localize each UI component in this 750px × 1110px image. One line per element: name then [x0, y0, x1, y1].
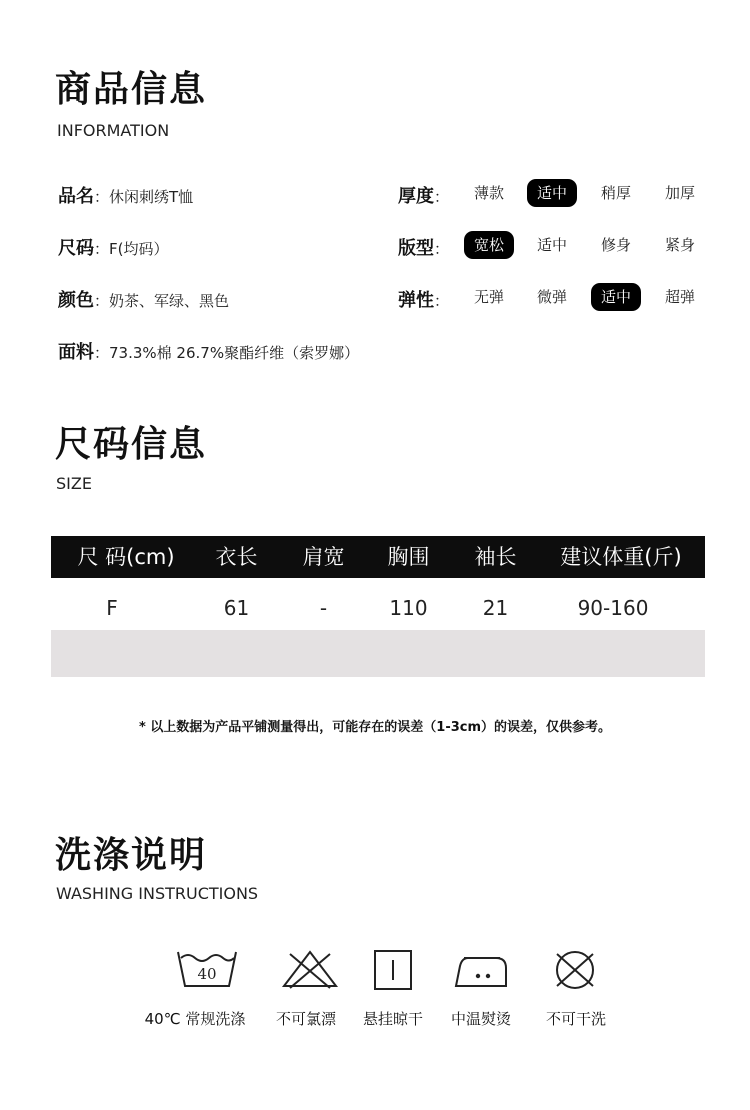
attr-color	[58, 286, 229, 312]
cell-length: 61	[223, 596, 250, 620]
elasticity-option-3: 适中	[591, 283, 641, 311]
fit-option-3: 修身	[600, 236, 631, 254]
table-empty-row	[51, 630, 705, 677]
attr-fabric	[58, 338, 359, 364]
attr-fabric-label: 面料	[58, 342, 94, 363]
attr-name-value: ：休闲刺绣T恤	[94, 188, 194, 206]
header-sleeve: 袖长	[474, 545, 517, 569]
wash-tub-temp: 40	[197, 965, 217, 983]
fit-option-2: 适中	[536, 236, 567, 254]
attr-size-value: ：F(均码）	[94, 240, 169, 258]
cell-sleeve: 21	[482, 596, 509, 620]
wash-label-no-dry-clean: 不可干洗	[545, 1010, 606, 1028]
attr-fit-label: 版型	[398, 238, 434, 259]
header-shoulder: 肩宽	[302, 545, 345, 569]
no-bleach-icon	[278, 946, 342, 994]
header-length: 衣长	[215, 545, 258, 569]
size-note: * 以上数据为产品平铺测量得出，可能存在的误差（1-3cm）的误差，仅供参考。	[138, 720, 612, 735]
cell-weight: 90-160	[577, 596, 649, 620]
iron-medium-icon	[450, 946, 514, 994]
attr-elasticity-colon: ：	[434, 292, 450, 310]
thickness-option-1: 薄款	[473, 184, 504, 202]
size-info-subtitle: SIZE	[56, 474, 92, 493]
wash-40-icon	[175, 946, 239, 994]
wash-label-40: 40℃ 常规洗涤	[144, 1010, 246, 1028]
attr-color-value: ：奶茶、军绿、黑色	[94, 292, 230, 310]
thickness-option-4: 加厚	[664, 184, 695, 202]
cell-size: F	[106, 596, 118, 620]
attr-color-label: 颜色	[58, 290, 94, 311]
cell-shoulder: -	[319, 596, 328, 620]
product-info-subtitle: INFORMATION	[57, 121, 170, 140]
attr-fabric-value: ：73.3%棉 26.7%聚酯纤维（索罗娜）	[94, 344, 360, 362]
thickness-option-3: 稍厚	[600, 184, 631, 202]
attr-size-label: 尺码	[58, 238, 94, 259]
elasticity-option-4: 超弹	[664, 288, 695, 306]
product-info-title: 商品信息	[55, 69, 208, 110]
elasticity-option-2: 微弹	[536, 288, 567, 306]
attr-thickness-label: 厚度	[398, 186, 434, 207]
size-table-header	[51, 536, 705, 578]
attr-name-label: 品名	[58, 186, 94, 207]
attr-elasticity	[398, 286, 449, 312]
attr-thickness	[398, 182, 449, 208]
fit-option-1: 宽松	[464, 231, 514, 259]
cell-chest: 110	[389, 596, 428, 620]
attr-fit	[398, 234, 449, 260]
wash-label-iron: 中温熨烫	[450, 1010, 511, 1028]
attr-size	[58, 234, 168, 260]
washing-subtitle: WASHING INSTRUCTIONS	[56, 884, 259, 903]
header-chest: 胸围	[387, 545, 430, 569]
thickness-option-2: 适中	[527, 179, 577, 207]
attr-elasticity-label: 弹性	[398, 290, 434, 311]
wash-label-hang-dry: 悬挂晾干	[362, 1010, 423, 1028]
size-info-title: 尺码信息	[55, 424, 208, 465]
hang-dry-icon	[361, 946, 425, 994]
fit-option-4: 紧身	[664, 236, 695, 254]
no-dry-clean-icon	[543, 946, 607, 994]
attr-thickness-colon: ：	[434, 188, 450, 206]
wash-label-no-bleach: 不可氯漂	[275, 1010, 336, 1028]
header-weight: 建议体重(斤)	[560, 545, 682, 569]
attr-fit-colon: ：	[434, 240, 450, 258]
attr-name	[58, 182, 193, 208]
elasticity-option-1: 无弹	[473, 288, 504, 306]
washing-title: 洗涤说明	[55, 835, 208, 876]
header-size: 尺 码(cm)	[77, 545, 175, 569]
